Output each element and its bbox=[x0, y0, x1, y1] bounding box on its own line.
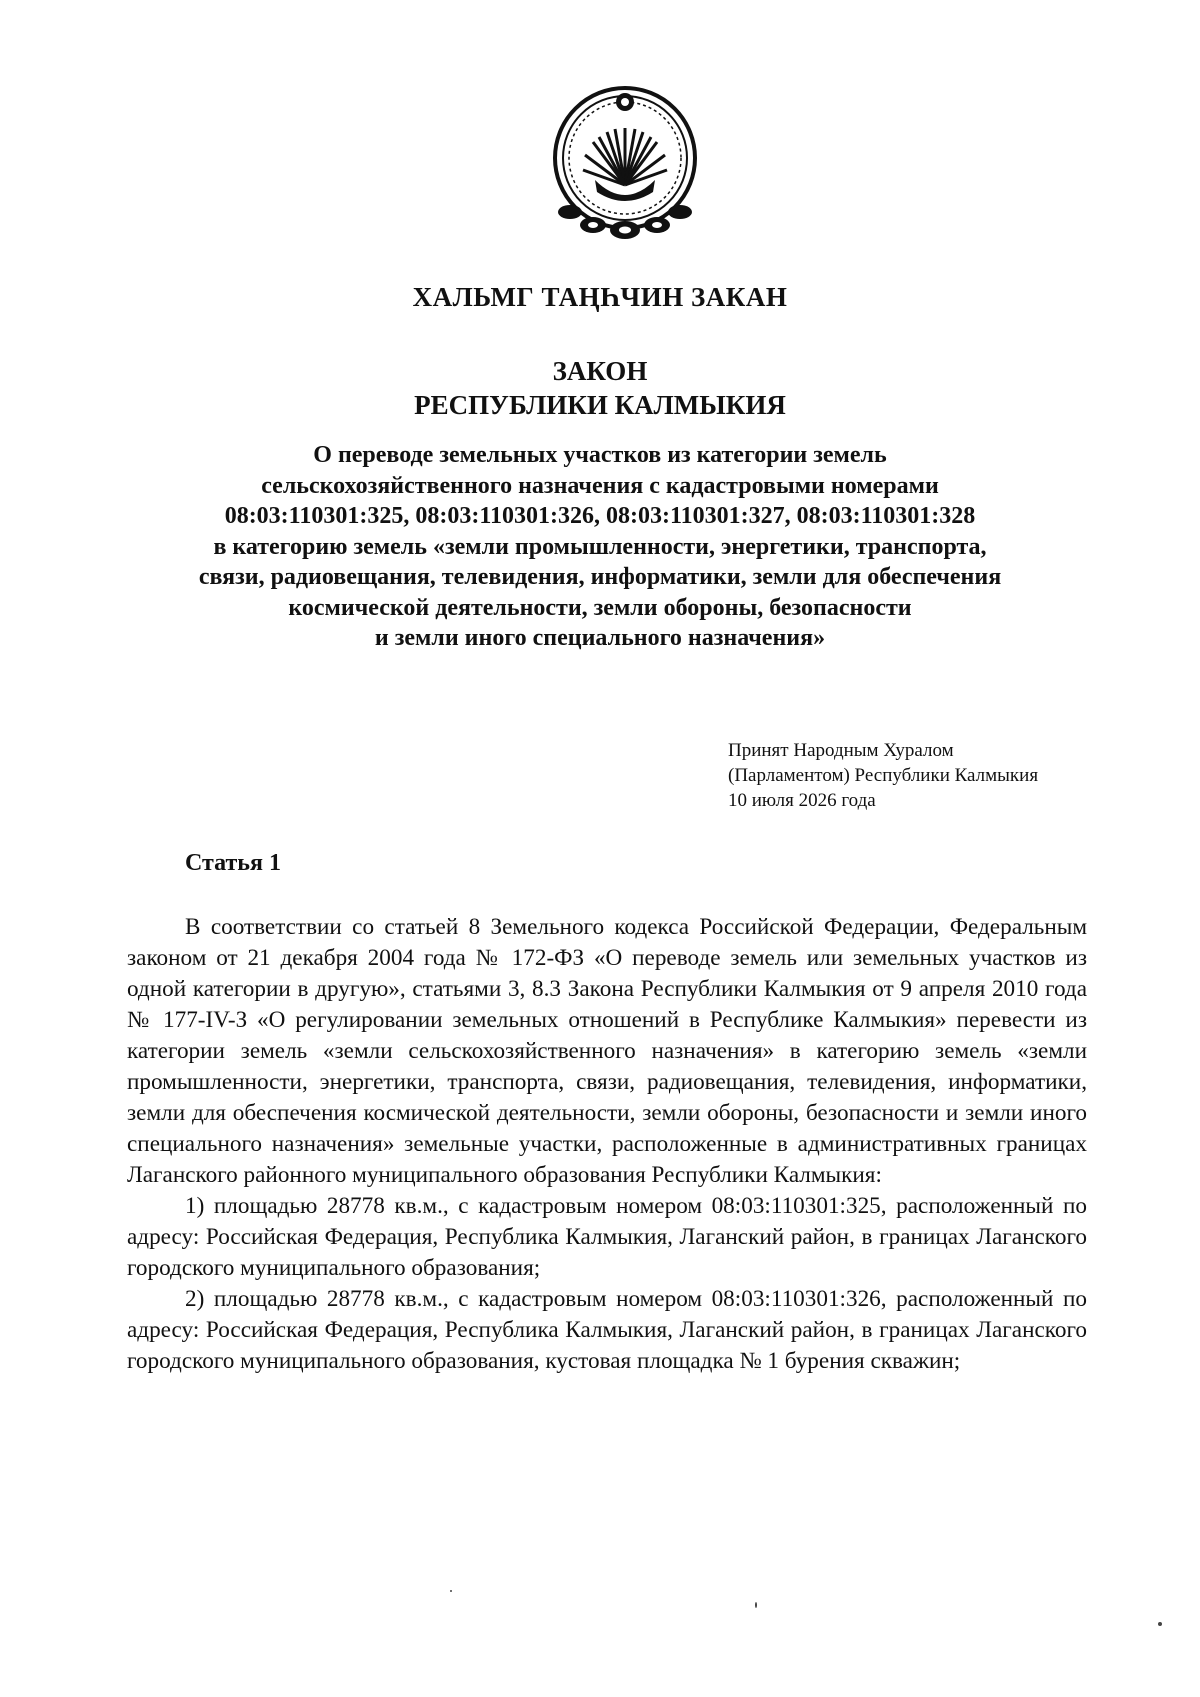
law-title-line: и земли иного специального назначения» bbox=[374, 625, 826, 651]
article-paragraph: 1) площадью 28778 кв.м., с кадастровым номером 08:03:110301:325, расположенный по адресу: Российская Федерация, Республика Калмыкия, Лаганский район, в границах Лаганского городского муниципального образования; bbox=[127, 1193, 1087, 1281]
article-heading: Статья 1 bbox=[185, 850, 281, 876]
law-title-line: сельскохозяйственного назначения с кадастровыми номерами bbox=[261, 472, 939, 499]
law-title-line: 08:03:110301:325, 08:03:110301:326, 08:03:110301:327, 08:03:110301:328 bbox=[224, 503, 976, 529]
adoption-note-line: (Парламентом) Республики Калмыкия bbox=[728, 765, 1039, 786]
scan-speck bbox=[1158, 1622, 1162, 1626]
scan-speck bbox=[755, 1602, 757, 1608]
adoption-note bbox=[728, 738, 1038, 813]
adoption-note-line: 10 июля 2026 года bbox=[728, 790, 876, 811]
law-title-line: связи, радиовещания, телевидения, информатики, земли для обеспечения bbox=[198, 564, 1002, 590]
law-title bbox=[70, 440, 1130, 654]
law-title-line: в категорию земель «земли промышленности, энергетики, транспорта, bbox=[213, 533, 987, 560]
law-heading-line-1: ЗАКОН bbox=[552, 356, 648, 386]
article-paragraph: В соответствии со статьей 8 Земельного кодекса Российской Федерации, Федеральным законом от 21 декабря 2004 года № 172-ФЗ «О переводе земель или земельных участков из одной категории в другую», статьями 3, 8.3 Закона Республики Калмыкия от 9 апреля 2010 года № 177-IV-З «О регулировании земельных отношений в Республике Калмыкия» перевести из категории земель «земли сельскохозяйственного назначения» в категорию земель «земли промышленности, энергетики, транспорта, связи, радиовещания, телевидения, информатики, земли для обеспечения космической деятельности, земли обороны, безопасности и земли иного специального назначения» земельные участки, расположенные в административных границах Лаганского районного муниципального образования Республики Калмыкия: bbox=[127, 914, 1087, 1188]
article-paragraph: 2) площадью 28778 кв.м., с кадастровым номером 08:03:110301:326, расположенный по адресу: Российская Федерация, Республика Калмыкия, Лаганский район, в границах Лаганского городского муниципального образования, кустовая площадка № 1 бурения скважин; bbox=[127, 1286, 1087, 1374]
scan-speck bbox=[450, 1590, 452, 1592]
kalmyk-title: ХАЛЬМГ ТАҢҺЧИН ЗАКАН bbox=[412, 282, 788, 312]
law-title-line: О переводе земельных участков из категории земель bbox=[313, 442, 887, 468]
adoption-note-line: Принят Народным Хуралом bbox=[728, 740, 954, 761]
law-heading bbox=[0, 354, 1200, 422]
law-heading-line-2: РЕСПУБЛИКИ КАЛМЫКИЯ bbox=[414, 390, 786, 420]
law-title-line: космической деятельности, земли обороны, безопасности bbox=[288, 594, 912, 621]
kalmykia-coat-of-arms-icon bbox=[535, 80, 715, 250]
article-body bbox=[127, 912, 1087, 1377]
